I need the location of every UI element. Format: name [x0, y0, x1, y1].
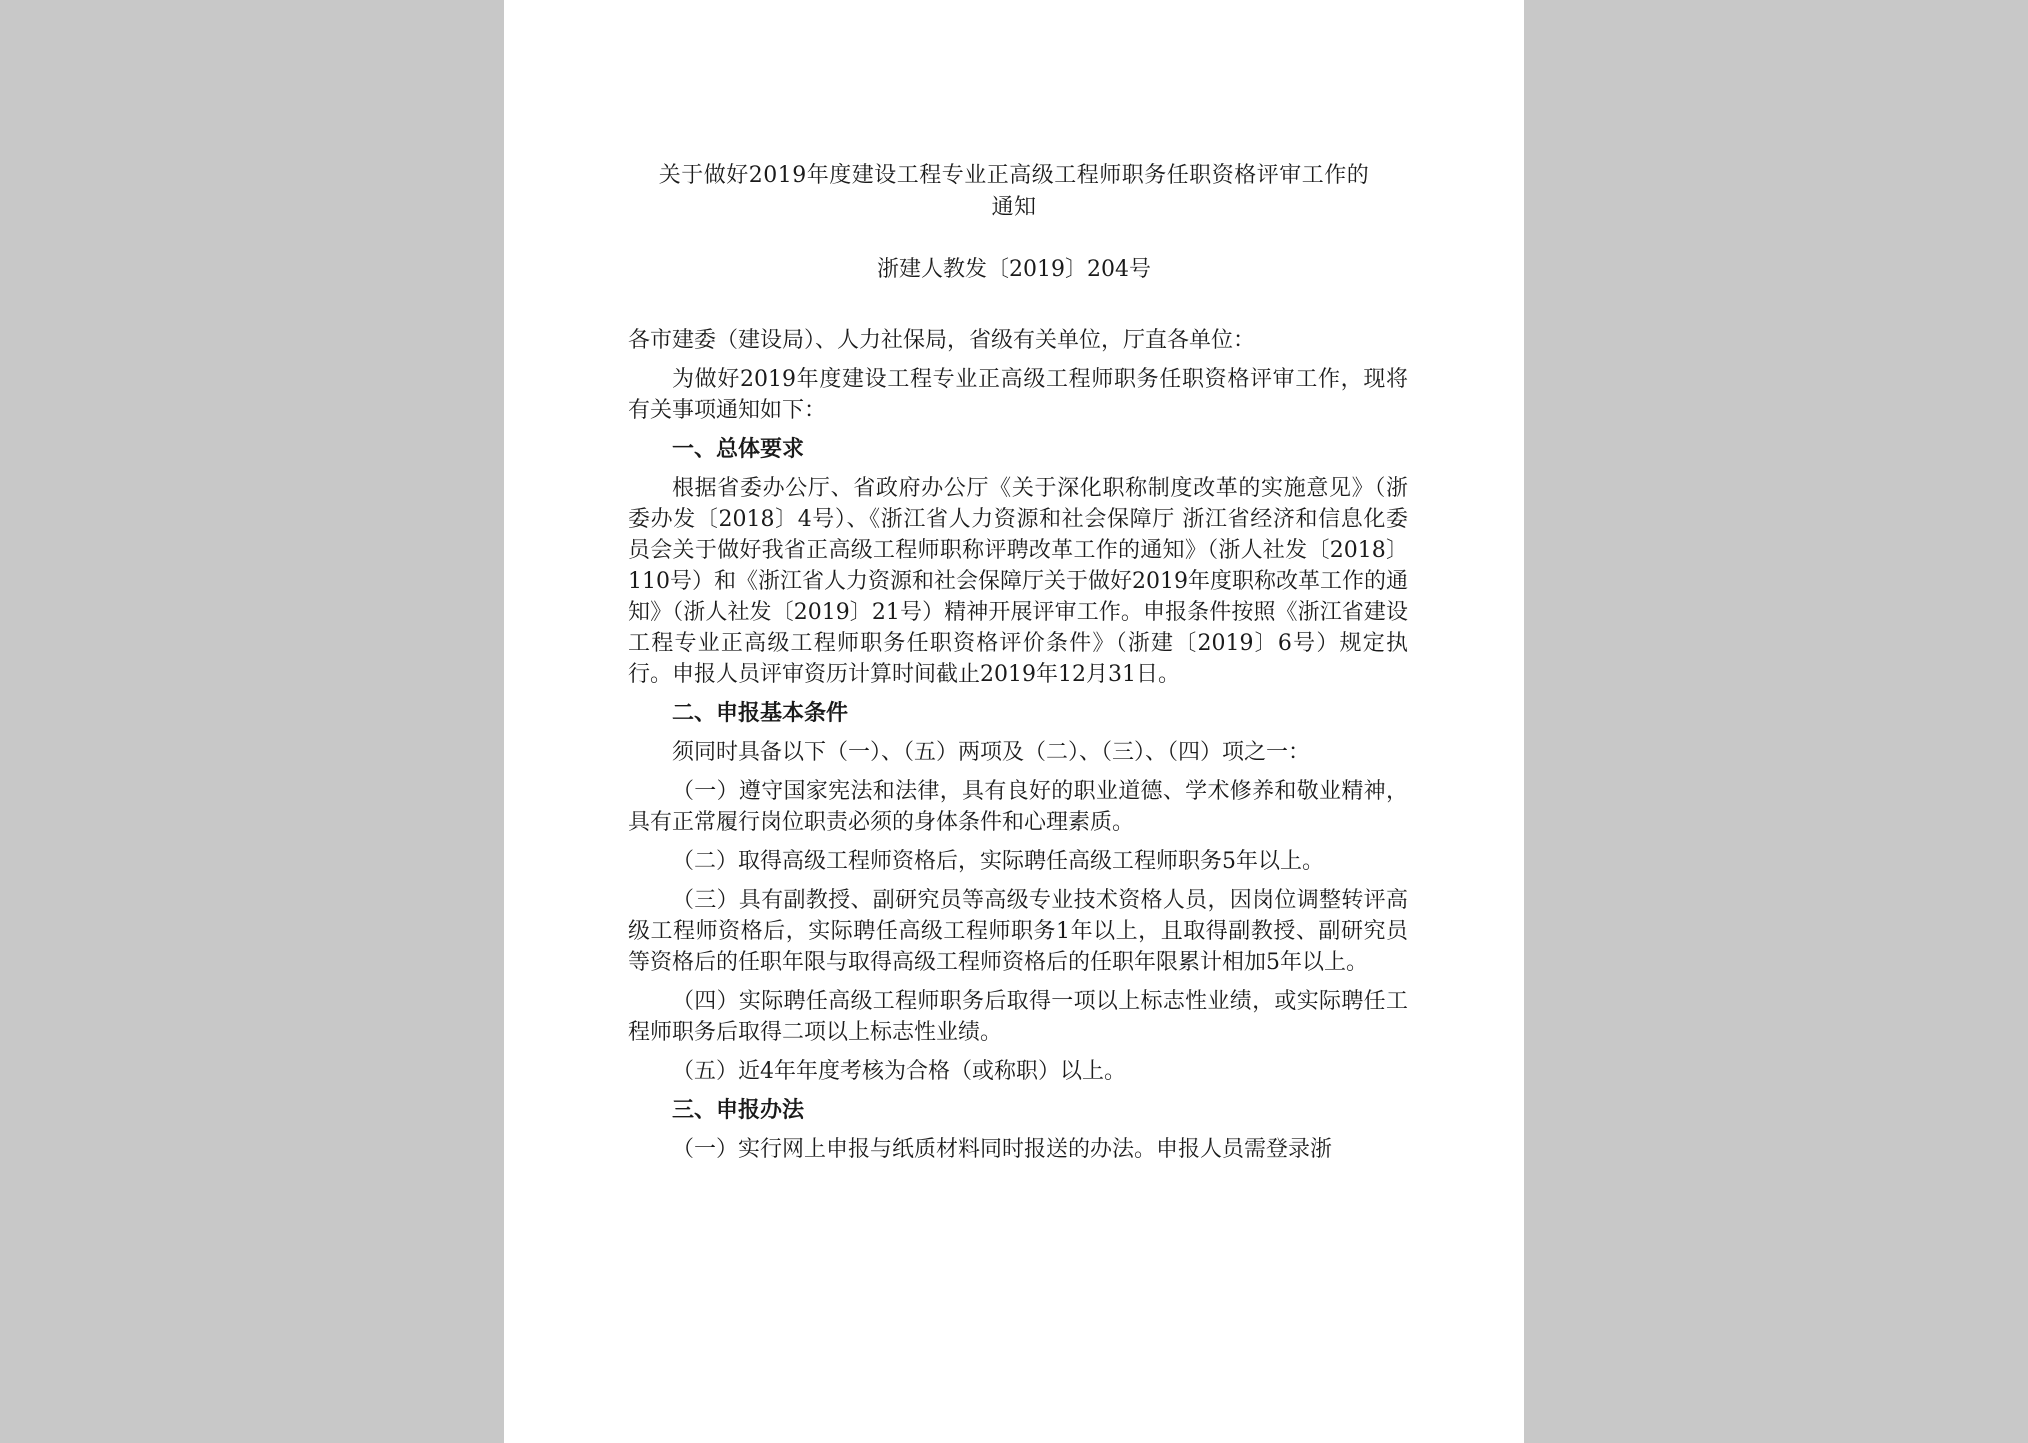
section-paragraph: 根据省委办公厅、省政府办公厅《关于深化职称制度改革的实施意见》（浙委办发〔2018〕4号）、《浙江省人力资源和社会保障厅 浙江省经济和信息化委员会关于做好我省正高级工程师职称评聘改革工作的通知》（浙人社发〔2018〕110号）和《浙江省人力资源和社会保障厅关于做好2019年度职称改革工作的通知》（浙人社发〔2019〕21号）精神开展评审工作。申报条件按照《浙江省建设工程专业正高级工程师职务任职资格评价条件》（浙建〔2019〕6号）规定执行。申报人员评审资历计算时间截止2019年12月31日。 [628, 476, 1408, 687]
document-page [504, 0, 1524, 1443]
title-line-2: 通知 [991, 195, 1037, 220]
title-line-1: 关于做好2019年度建设工程专业正高级工程师职务任职资格评审工作的 [658, 163, 1370, 188]
document-body [628, 325, 1408, 1173]
document-title [504, 160, 1524, 224]
section-application-method [628, 1095, 1408, 1165]
salutation: 各市建委（建设局）、人力社保局，省级有关单位，厅直各单位： [628, 328, 1256, 353]
document-number: 浙建人教发〔2019〕204号 [877, 257, 1151, 282]
section-basic-conditions [628, 698, 1408, 1087]
section-heading: 三、申报办法 [672, 1097, 805, 1123]
condition-item-5: （五）近4年年度考核为合格（或称职）以上。 [672, 1059, 1126, 1084]
condition-item-2: （二）取得高级工程师资格后，实际聘任高级工程师职务5年以上。 [672, 849, 1324, 874]
condition-item-1: （一）遵守国家宪法和法律，具有良好的职业道德、学术修养和敬业精神，具有正常履行岗位职责必须的身体条件和心理素质。 [628, 779, 1408, 835]
section-paragraph: （一）实行网上申报与纸质材料同时报送的办法。申报人员需登录浙 [672, 1137, 1333, 1162]
section-general-requirements [628, 434, 1408, 690]
intro-paragraph: 为做好2019年度建设工程专业正高级工程师职务任职资格评审工作，现将有关事项通知如下： [628, 367, 1408, 423]
section-heading: 一、总体要求 [672, 436, 805, 462]
section-paragraph: 须同时具备以下（一）、（五）两项及（二）、（三）、（四）项之一： [672, 740, 1311, 765]
condition-item-3: （三）具有副教授、副研究员等高级专业技术资格人员，因岗位调整转评高级工程师资格后，实际聘任高级工程师职务1年以上，且取得副教授、副研究员等资格后的任职年限与取得高级工程师资格后的任职年限累计相加5年以上。 [628, 888, 1408, 975]
section-heading: 二、申报基本条件 [672, 700, 849, 726]
condition-item-4: （四）实际聘任高级工程师职务后取得一项以上标志性业绩，或实际聘任工程师职务后取得二项以上标志性业绩。 [628, 989, 1408, 1045]
